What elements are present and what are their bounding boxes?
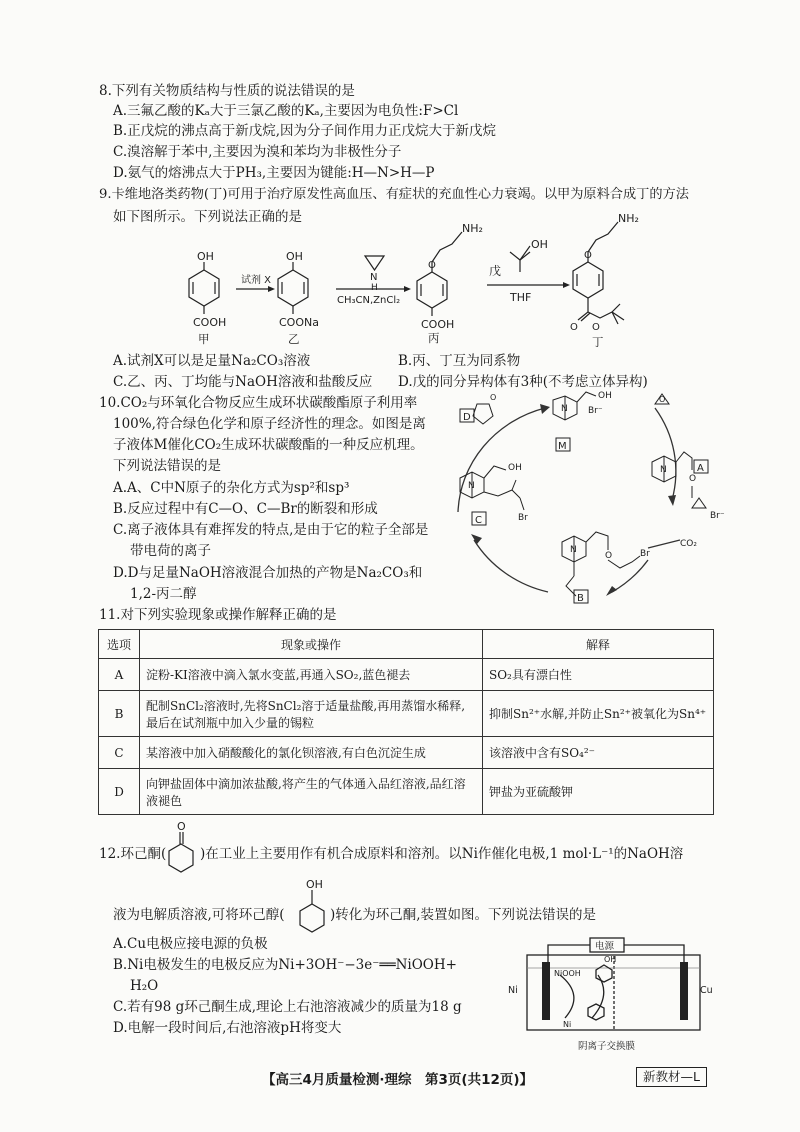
b-br-label: Br — [640, 549, 650, 559]
c-br-label: Br — [518, 513, 528, 523]
co2-label: CO₂ — [680, 539, 697, 549]
jia-cooh-label: COOH — [193, 316, 227, 329]
ding-label: 丁 — [592, 335, 604, 349]
ni-electrode-label: Ni — [508, 985, 518, 996]
q8-option-d: D.氨气的熔沸点大于PH₃,主要因为键能:H—N>H—P — [113, 165, 435, 181]
q10-stem-4: 下列说法错误的是 — [113, 458, 221, 474]
header-explanation: 解释 — [483, 630, 714, 659]
c-n-label: N — [468, 481, 475, 491]
cyclohexanone-o-label: O — [177, 820, 186, 833]
bing-o-label: O — [428, 260, 436, 271]
jia-label: 甲 — [198, 332, 210, 346]
row-option: C — [99, 737, 140, 769]
thf-label: THF — [510, 291, 532, 304]
yi-label: 乙 — [288, 332, 300, 346]
d-box-label: D — [463, 412, 471, 423]
a-o-label: O — [689, 474, 697, 484]
q12-option-a: A.Cu电极应接电源的负极 — [113, 936, 268, 952]
bing-nh2-label: NH₂ — [462, 222, 483, 235]
row-option: A — [99, 659, 140, 691]
ding-nh2-label: NH₂ — [618, 212, 639, 225]
bing-label: 丙 — [428, 331, 440, 345]
q10-option-c-2: 带电荷的离子 — [130, 543, 211, 559]
wu-label: 戊 — [489, 264, 502, 278]
row-operation: 某溶液中加入硝酸酸化的氯化钡溶液,有白色沉淀生成 — [140, 737, 483, 769]
cyclohexanol-oh-label: OH — [306, 878, 323, 891]
a-br-label: Br⁻ — [710, 511, 725, 521]
m-box-label: M — [558, 441, 567, 452]
ni-small-label: Ni — [563, 1020, 572, 1029]
power-label: 电源 — [595, 941, 615, 952]
cell-oh-label: OH — [604, 955, 617, 964]
q12-stem-1b: )在工业上主要用作有机合成原料和溶剂。以Ni作催化电极,1 mol·L⁻¹的NaOH溶 — [200, 846, 684, 862]
q12-option-d: D.电解一段时间后,右池溶液pH将变大 — [113, 1020, 342, 1036]
q9-option-a: A.试剂X可以是足量Na₂CO₃溶液 — [113, 353, 311, 369]
c-box-label: C — [475, 515, 482, 526]
row-operation: 配制SnCl₂溶液时,先将SnCl₂溶于适量盐酸,再用蒸馏水稀释,最后在试剂瓶中加入少量的锡粒 — [140, 691, 483, 737]
q10-option-d-2: 1,2-丙二醇 — [130, 586, 197, 602]
q12-option-b-2: H₂O — [130, 978, 159, 994]
bing-cooh-label: COOH — [421, 318, 455, 331]
q12-stem-2a: 液为电解质溶液,可将环己醇( — [113, 907, 285, 923]
header-operation: 现象或操作 — [140, 630, 483, 659]
d-o-label: O — [490, 393, 497, 402]
reagent-x-label: 试剂 X — [241, 275, 272, 286]
c-oh-label: OH — [508, 463, 522, 473]
membrane-label: 阴离子交换膜 — [578, 1041, 636, 1052]
row-operation: 淀粉-KI溶液中滴入氯水变蓝,再通入SO₂,蓝色褪去 — [140, 659, 483, 691]
q8-option-b: B.正戊烷的沸点高于新戊烷,因为分子间作用力正戊烷大于新戊烷 — [113, 123, 497, 139]
aziridine-h-label: H — [371, 283, 378, 293]
q12-stem-2b: )转化为环己酮,装置如图。下列说法错误的是 — [330, 907, 597, 923]
q10-option-c-1: C.离子液体具有难挥发的特点,是由于它的粒子全部是 — [113, 522, 429, 538]
q10-option-a: A.A、C中N原子的杂化方式为sp²和sp³ — [113, 480, 350, 496]
q10-stem-3: 子液体M催化CO₂生成环状碳酸酯的一种反应机理。 — [113, 437, 424, 453]
m-n-label: N — [561, 404, 568, 414]
yi-oh-label: OH — [286, 250, 303, 263]
jia-oh-label: OH — [197, 250, 214, 263]
b-n-label: N — [570, 545, 577, 555]
q9-stem-1: 9.卡维地洛类药物(丁)可用于治疗原发性高血压、有症状的充血性心力衰竭。以甲为原料合成丁的方法 — [99, 187, 689, 202]
q10-stem-2: 100%,符合绿色化学和原子经济性的理念。如图是离 — [113, 416, 426, 432]
q8-option-a: A.三氟乙酸的Kₐ大于三氯乙酸的Kₐ,主要因为电负性:F>Cl — [113, 103, 459, 119]
q12-option-b-1: B.Ni电极发生的电极反应为Ni+3OH⁻−3e⁻══NiOOH+ — [113, 957, 457, 973]
b-o-label: O — [605, 551, 613, 561]
q10-stem-1: 10.CO₂与环氧化合物反应生成环状碳酸酯原子利用率 — [99, 395, 418, 411]
q9-stem-2: 如下图所示。下列说法正确的是 — [113, 209, 302, 225]
q11-stem: 11.对下列实验现象或操作解释正确的是 — [99, 607, 337, 623]
b-box-label: B — [577, 593, 584, 604]
ding-carbonyl-o-label: O — [570, 322, 578, 333]
row-option: D — [99, 769, 140, 815]
condition-label: CH₃CN,ZnCl₂ — [337, 295, 401, 306]
epoxide-o-label: O — [659, 395, 666, 404]
row-option: B — [99, 691, 140, 737]
header-option: 选项 — [99, 630, 140, 659]
q12-option-c: C.若有98 g环己酮生成,理论上右池溶液减少的质量为18 g — [113, 999, 462, 1015]
q12-stem-1a: 12.环己酮( — [99, 846, 167, 862]
aziridine-n-label: N — [370, 272, 378, 283]
ding-ester-o-label: O — [592, 322, 600, 333]
m-oh-label: OH — [598, 391, 612, 401]
a-box-label: A — [697, 463, 704, 474]
row-explanation: 抑制Sn²⁺水解,并防止Sn²⁺被氧化为Sn⁴⁺ — [483, 691, 714, 737]
q8-option-c: C.溴溶解于苯中,主要因为溴和苯均为非极性分子 — [113, 144, 402, 160]
yi-coona-label: COONa — [279, 316, 319, 329]
cu-electrode-label: Cu — [700, 985, 713, 996]
ding-o-label: O — [584, 250, 592, 261]
niooh-label: NiOOH — [554, 969, 581, 978]
q9-option-c: C.乙、丙、丁均能与NaOH溶液和盐酸反应 — [113, 374, 373, 390]
edition-tag: 新教材—L — [636, 1067, 707, 1087]
q9-option-d: D.戊的同分异构体有3种(不考虑立体异构) — [398, 374, 648, 390]
row-explanation: SO₂具有漂白性 — [483, 659, 714, 691]
page-footer: 【高三4月质量检测·理综 第3页(共12页)】 — [262, 1072, 534, 1088]
row-explanation: 钾盐为亚硫酸钾 — [483, 769, 714, 815]
m-br-label: Br⁻ — [588, 406, 603, 416]
q10-option-d-1: D.D与足量NaOH溶液混合加热的产物是Na₂CO₃和 — [113, 565, 423, 581]
q10-option-b: B.反应过程中有C—O、C—Br的断裂和形成 — [113, 501, 378, 517]
q8-stem: 8.下列有关物质结构与性质的说法错误的是 — [99, 83, 355, 99]
row-explanation: 该溶液中含有SO₄²⁻ — [483, 737, 714, 769]
wu-oh-label: OH — [531, 238, 548, 251]
a-n-label: N — [660, 465, 667, 475]
row-operation: 向钾盐固体中滴加浓盐酸,将产生的气体通入品红溶液,品红溶液褪色 — [140, 769, 483, 815]
q9-option-b: B.丙、丁互为同系物 — [398, 353, 521, 369]
